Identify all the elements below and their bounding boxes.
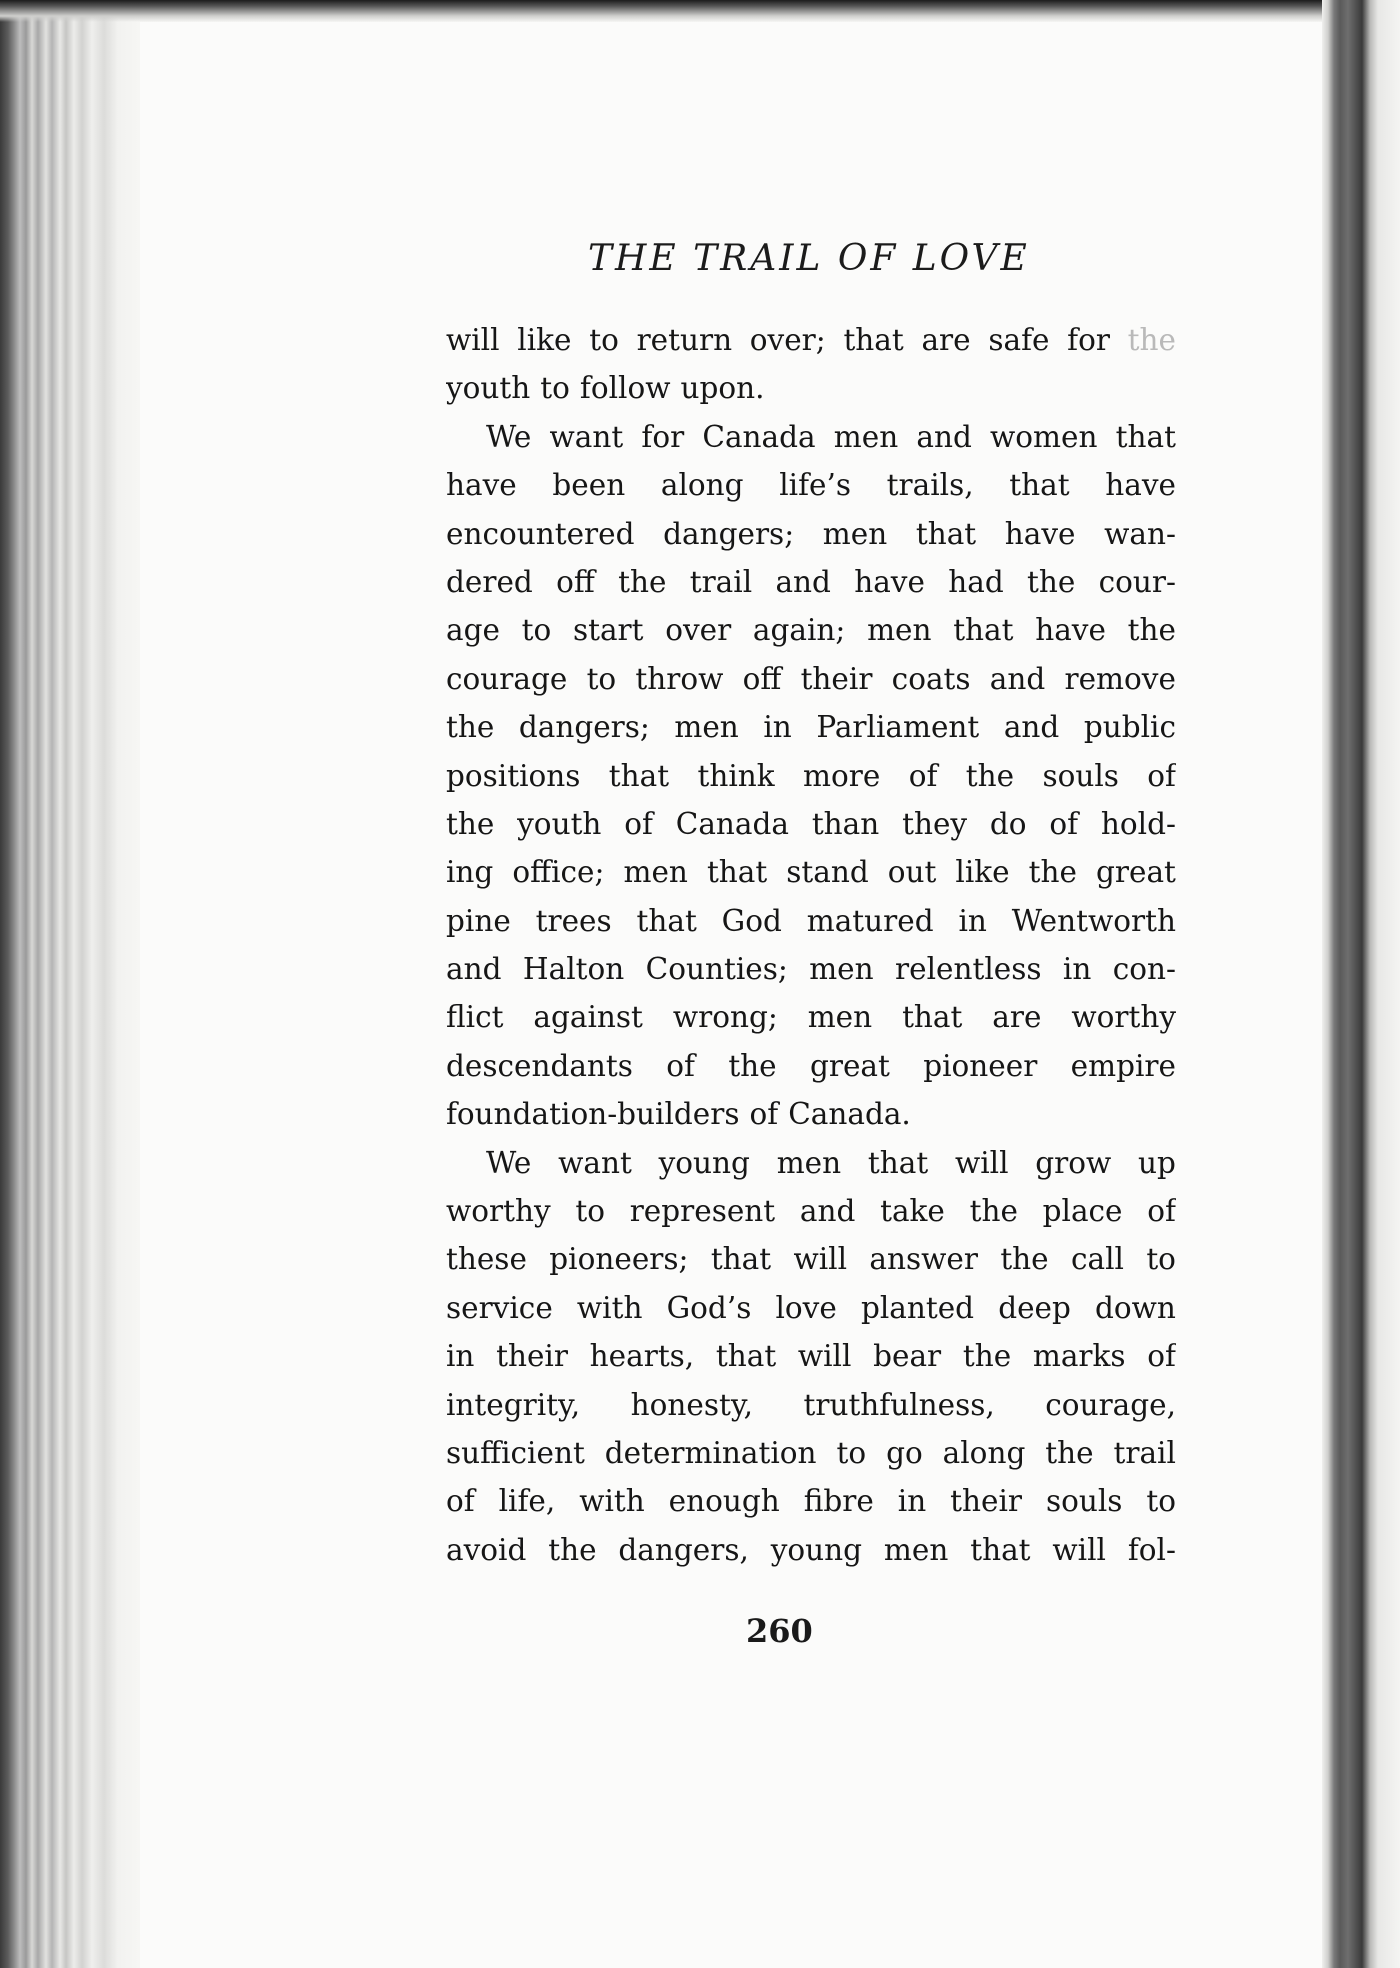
- word: out: [887, 855, 937, 890]
- word: of: [1147, 1339, 1176, 1374]
- word: to: [521, 613, 552, 648]
- word: truthfulness,: [803, 1387, 995, 1422]
- text-line: [446, 993, 1176, 1041]
- word: bear: [873, 1339, 942, 1374]
- word: to: [586, 661, 617, 696]
- word: God: [721, 903, 782, 938]
- word: the: [446, 806, 495, 841]
- word: wrong;: [672, 1000, 778, 1035]
- word: men: [776, 1145, 842, 1180]
- word: will: [1052, 1532, 1106, 1567]
- word: wan-: [1104, 516, 1176, 551]
- word: honesty,: [630, 1387, 753, 1422]
- word: that: [710, 1242, 772, 1277]
- word: of: [1147, 758, 1176, 793]
- word: integrity,: [446, 1387, 581, 1422]
- word: answer: [869, 1242, 978, 1277]
- text-line: [446, 1235, 1176, 1283]
- word: their: [496, 1339, 568, 1374]
- word: that: [636, 903, 697, 938]
- word: grow: [1035, 1145, 1112, 1180]
- word: in: [958, 903, 987, 938]
- word: life,: [498, 1484, 556, 1519]
- word: Parliament: [816, 710, 980, 745]
- word: courage,: [1045, 1387, 1176, 1422]
- word: men: [867, 613, 932, 648]
- word: and: [775, 564, 831, 599]
- text-line: [446, 558, 1176, 606]
- word: have: [1004, 516, 1076, 551]
- word: to: [540, 371, 570, 406]
- word: have: [1035, 613, 1106, 648]
- text-line: [446, 752, 1176, 800]
- word: men: [809, 952, 874, 987]
- word: are: [921, 323, 971, 357]
- word: that: [706, 855, 768, 890]
- word: the: [962, 1339, 1012, 1374]
- word: hearts,: [589, 1339, 695, 1374]
- book-page-edges-left: [0, 0, 140, 1968]
- word: Halton: [522, 952, 625, 987]
- page-number: 260: [746, 1612, 813, 1650]
- word: dangers;: [518, 710, 650, 745]
- word: trail: [1113, 1435, 1176, 1470]
- text-line: [446, 1090, 1176, 1138]
- word: they: [902, 806, 968, 841]
- word: flict: [446, 1000, 504, 1035]
- word: that: [1115, 419, 1176, 454]
- text-line: [446, 800, 1176, 848]
- word: the: [446, 710, 495, 745]
- text-line: [446, 1477, 1176, 1525]
- faded-word: the: [1127, 323, 1176, 357]
- word: return: [636, 323, 733, 357]
- word: stand: [786, 855, 869, 890]
- word: to: [575, 1194, 605, 1229]
- text-line: [446, 316, 1176, 364]
- word: young: [658, 1145, 750, 1180]
- word: along: [660, 468, 744, 503]
- word: men: [822, 516, 888, 551]
- word: dangers,: [618, 1532, 749, 1567]
- word: and: [916, 419, 972, 454]
- word: men: [883, 1532, 949, 1567]
- word: souls: [1045, 1484, 1123, 1519]
- text-line: [446, 703, 1176, 751]
- word: life’s: [779, 468, 851, 503]
- word: courage: [446, 661, 568, 696]
- word: souls: [1042, 758, 1119, 793]
- text-line: [446, 364, 1176, 412]
- text-line: [446, 1332, 1176, 1380]
- word: that: [970, 1532, 1031, 1567]
- word: marks: [1032, 1339, 1126, 1374]
- word: of: [624, 806, 653, 841]
- word: follow: [579, 371, 671, 406]
- word: with: [576, 1290, 643, 1325]
- word: that: [843, 323, 904, 357]
- word: have: [854, 564, 925, 599]
- word: the: [1027, 564, 1076, 599]
- word: go: [886, 1435, 923, 1470]
- word: are: [992, 1000, 1042, 1035]
- word: office;: [512, 855, 605, 890]
- word: throw: [635, 661, 724, 696]
- word: of: [666, 1048, 695, 1083]
- word: trails,: [886, 468, 974, 503]
- word: men: [674, 710, 739, 745]
- running-head: THE TRAIL OF LOVE: [588, 238, 1030, 279]
- word: worthy: [446, 1194, 551, 1229]
- word: call: [1070, 1242, 1124, 1277]
- word: again;: [752, 613, 846, 648]
- word: like: [517, 323, 572, 357]
- text-line: [446, 1187, 1176, 1235]
- word: will: [954, 1145, 1009, 1180]
- word: of: [908, 758, 938, 793]
- word: in: [1062, 952, 1092, 987]
- word: to: [836, 1435, 867, 1470]
- word: men: [807, 1000, 873, 1035]
- word: want: [549, 419, 624, 454]
- word: sufficient: [446, 1435, 585, 1470]
- word: like: [955, 855, 1010, 890]
- word: the: [969, 1194, 1018, 1229]
- text-line: [446, 655, 1176, 703]
- word: the: [728, 1048, 777, 1083]
- word: and: [1003, 710, 1060, 745]
- text-line: [446, 1284, 1176, 1332]
- book-binding-right: [1322, 0, 1400, 1968]
- word: remove: [1064, 661, 1176, 696]
- word: enough: [668, 1484, 780, 1519]
- word: coats: [891, 661, 971, 696]
- word: of: [1049, 806, 1079, 841]
- word: worthy: [1071, 1000, 1176, 1035]
- word: cour-: [1098, 564, 1176, 599]
- scan-top-shadow: [0, 0, 1400, 22]
- text-line: [446, 1381, 1176, 1429]
- word: We: [486, 1145, 532, 1180]
- word: to: [1146, 1242, 1176, 1277]
- word: off: [556, 564, 595, 599]
- word: will: [797, 1339, 852, 1374]
- word: off: [742, 661, 782, 696]
- text-line: [446, 848, 1176, 896]
- word: that: [1009, 468, 1070, 503]
- word: and: [989, 661, 1046, 696]
- text-line: [446, 413, 1176, 461]
- word: and: [446, 952, 502, 987]
- word: think: [697, 758, 775, 793]
- word: descendants: [446, 1048, 633, 1083]
- word: Canada.: [788, 1097, 911, 1132]
- word: that: [953, 613, 1014, 648]
- word: over;: [749, 323, 826, 357]
- word: men: [833, 419, 899, 454]
- word: for: [1067, 323, 1110, 357]
- word: age: [446, 613, 500, 648]
- word: down: [1095, 1290, 1176, 1325]
- word: will: [446, 323, 500, 357]
- word: the: [965, 758, 1015, 793]
- word: great: [809, 1048, 890, 1083]
- word: the: [1000, 1242, 1049, 1277]
- word: matured: [806, 903, 934, 938]
- text-line: [446, 461, 1176, 509]
- word: more: [803, 758, 881, 793]
- word: Counties;: [645, 952, 788, 987]
- text-line: [446, 1139, 1176, 1187]
- word: of: [1147, 1194, 1176, 1229]
- word: Canada: [702, 419, 816, 454]
- word: in: [763, 710, 792, 745]
- word: determination: [604, 1435, 817, 1470]
- word: service: [446, 1290, 553, 1325]
- word: will: [793, 1242, 848, 1277]
- word: in: [897, 1484, 927, 1519]
- word: their: [950, 1484, 1023, 1519]
- word: upon.: [680, 371, 765, 406]
- word: that: [902, 1000, 963, 1035]
- word: up: [1138, 1145, 1176, 1180]
- word: along: [942, 1435, 1026, 1470]
- word: their: [800, 661, 873, 696]
- word: have: [446, 468, 517, 503]
- word: the: [618, 564, 667, 599]
- word: that: [715, 1339, 777, 1374]
- word: and: [799, 1194, 856, 1229]
- word: women: [990, 419, 1098, 454]
- word: with: [579, 1484, 645, 1519]
- word: do: [989, 806, 1027, 841]
- word: God’s: [666, 1290, 752, 1325]
- word: ing: [446, 855, 494, 890]
- word: in: [446, 1339, 475, 1374]
- word: men: [623, 855, 688, 890]
- word: hold-: [1100, 806, 1176, 841]
- word: deep: [998, 1290, 1071, 1325]
- word: planted: [860, 1290, 975, 1325]
- word: fibre: [803, 1484, 874, 1519]
- word: these: [446, 1242, 527, 1277]
- word: safe: [988, 323, 1050, 357]
- word: relentless: [895, 952, 1042, 987]
- word: foundation-builders: [446, 1097, 740, 1132]
- word: the: [1028, 855, 1077, 890]
- word: dered: [446, 564, 533, 599]
- word: had: [948, 564, 1004, 599]
- word: the: [1045, 1435, 1094, 1470]
- word: empire: [1070, 1048, 1176, 1083]
- word: young: [770, 1532, 863, 1567]
- word: youth: [517, 806, 602, 841]
- word: the: [548, 1532, 597, 1567]
- body-text: [446, 316, 1176, 1574]
- word: dangers;: [663, 516, 795, 551]
- word: love: [775, 1290, 837, 1325]
- word: con-: [1112, 952, 1176, 987]
- word: over: [665, 613, 732, 648]
- word: of: [749, 1097, 779, 1132]
- text-line: [446, 510, 1176, 558]
- word: Wentworth: [1011, 903, 1176, 938]
- word: avoid: [446, 1532, 527, 1567]
- word: great: [1096, 855, 1176, 890]
- word: that: [867, 1145, 929, 1180]
- word: that: [608, 758, 670, 793]
- word: than: [811, 806, 880, 841]
- word: encountered: [446, 516, 635, 551]
- word: trail: [689, 564, 753, 599]
- word: place: [1042, 1194, 1123, 1229]
- word: We: [486, 419, 532, 454]
- word: positions: [446, 758, 581, 793]
- word: to: [1146, 1484, 1176, 1519]
- text-line: [446, 945, 1176, 993]
- word: pine: [446, 903, 511, 938]
- word: want: [558, 1145, 632, 1180]
- word: trees: [535, 903, 612, 938]
- word: been: [552, 468, 626, 503]
- word: of: [446, 1484, 475, 1519]
- text-line: [446, 606, 1176, 654]
- text-line: [446, 1042, 1176, 1090]
- word: Canada: [675, 806, 789, 841]
- word: for: [641, 419, 685, 454]
- word: the: [1127, 613, 1176, 648]
- word: have: [1105, 468, 1176, 503]
- word: pioneer: [923, 1048, 1038, 1083]
- word: take: [880, 1194, 945, 1229]
- word: start: [572, 613, 644, 648]
- word: pioneers;: [549, 1242, 689, 1277]
- word: against: [533, 1000, 643, 1035]
- text-line: [446, 1429, 1176, 1477]
- word: to: [589, 323, 619, 357]
- word: represent: [629, 1194, 776, 1229]
- word: that: [915, 516, 977, 551]
- word: fol-: [1127, 1532, 1176, 1567]
- text-line: [446, 897, 1176, 945]
- word: youth: [446, 371, 531, 406]
- text-line: [446, 1526, 1176, 1574]
- word: public: [1083, 710, 1176, 745]
